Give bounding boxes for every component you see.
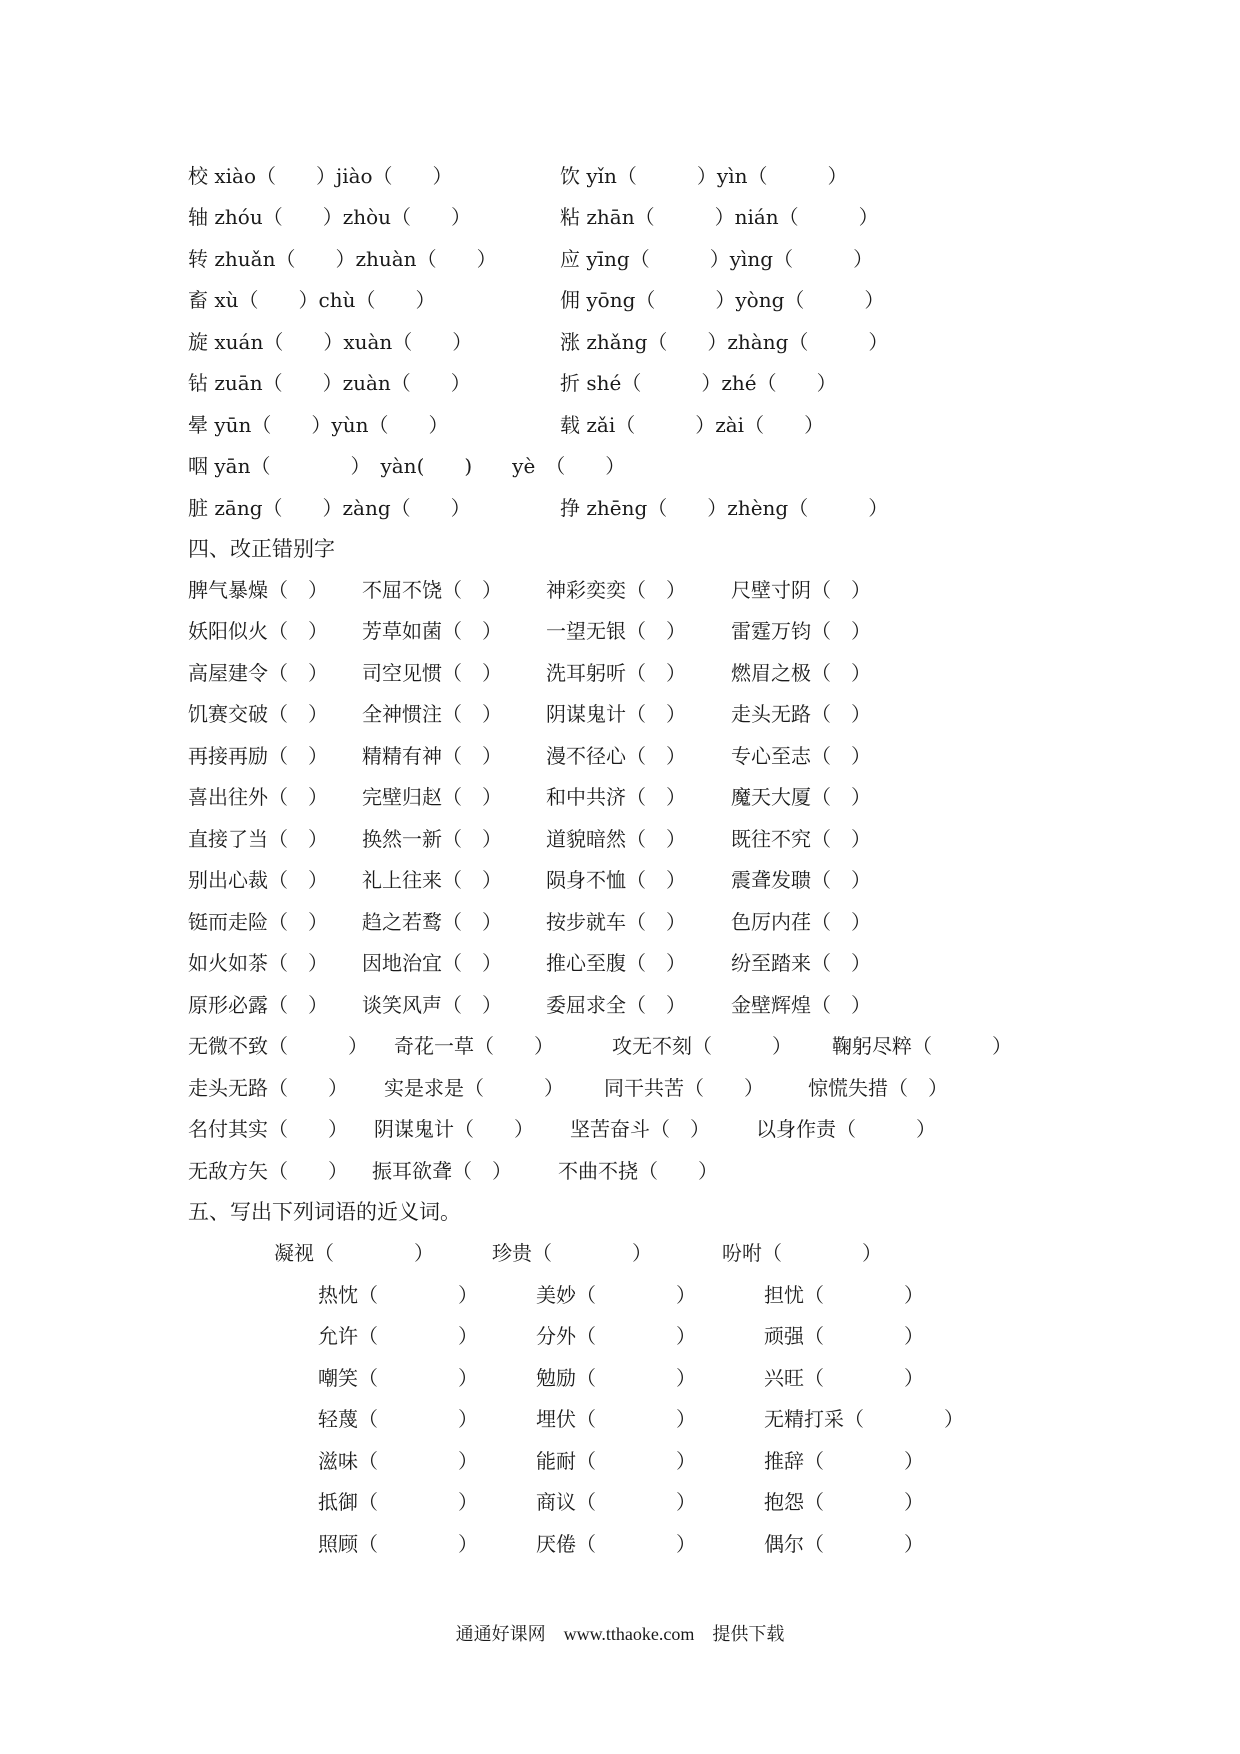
synonym-item: 兴旺（ ） [764, 1366, 924, 1390]
synonym-item: 偶尔（ ） [764, 1532, 924, 1556]
typo-item: 既往不究（ ） [731, 827, 871, 851]
typo-item: 饥赛交破（ ） [188, 702, 328, 726]
typo-item: 以身作责（ ） [756, 1117, 936, 1141]
typo-item: 一望无银（ ） [546, 619, 686, 643]
typo-item: 再接再励（ ） [188, 744, 328, 768]
typo-item: 原形必露（ ） [188, 993, 328, 1017]
typo-item: 和中共济（ ） [546, 785, 686, 809]
typo-item: 纷至踏来（ ） [731, 951, 871, 975]
typo-item: 无敌方矢（ ） [188, 1159, 348, 1183]
typo-item: 阴谋鬼计（ ） [374, 1117, 534, 1141]
pinyin-cell: 粘 zhān（ ）nián（ ） [560, 205, 879, 229]
synonym-item: 推辞（ ） [764, 1449, 924, 1473]
section-4-title: 四、改正错别字 [188, 537, 335, 561]
typo-item: 洗耳躬听（ ） [546, 661, 686, 685]
pinyin-cell: 晕 yūn（ ）yùn（ ） [188, 413, 449, 437]
typo-item: 同干共苦（ ） [604, 1076, 764, 1100]
typo-item: 如火如茶（ ） [188, 951, 328, 975]
typo-item: 神彩奕奕（ ） [546, 578, 686, 602]
typo-item: 攻无不刻（ ） [612, 1034, 792, 1058]
typo-item: 脾气暴燥（ ） [188, 578, 328, 602]
typo-item: 漫不径心（ ） [546, 744, 686, 768]
typo-row [0, 948, 1240, 978]
typo-item: 实是求是（ ） [384, 1076, 564, 1100]
typo-item: 趋之若鹜（ ） [362, 910, 502, 934]
typo-item: 陨身不恤（ ） [546, 868, 686, 892]
synonym-item: 埋伏（ ） [536, 1407, 696, 1431]
typo-row [0, 616, 1240, 646]
typo-row [0, 741, 1240, 771]
pinyin-cell: 涨 zhǎng（ ）zhàng（ ） [560, 330, 889, 354]
synonym-row [0, 1529, 1240, 1559]
pinyin-cell: 脏 zāng（ ）zàng（ ） [188, 496, 471, 520]
typo-item: 因地治宜（ ） [362, 951, 502, 975]
typo-row [0, 1114, 1240, 1144]
synonym-item: 允许（ ） [318, 1324, 478, 1348]
typo-item: 无微不致（ ） [188, 1034, 368, 1058]
pinyin-row [0, 368, 1240, 398]
typo-item: 芳草如菌（ ） [362, 619, 502, 643]
pinyin-cell: 应 yīng（ ）yìng（ ） [560, 247, 874, 271]
typo-item: 推心至腹（ ） [546, 951, 686, 975]
typo-item: 道貌暗然（ ） [546, 827, 686, 851]
pinyin-cell: 载 zǎi（ ）zài（ ） [560, 413, 825, 437]
synonym-item: 勉励（ ） [536, 1366, 696, 1390]
typo-row [0, 907, 1240, 937]
typo-item: 铤而走险（ ） [188, 910, 328, 934]
typo-item: 尺壁寸阴（ ） [731, 578, 871, 602]
typo-row [0, 824, 1240, 854]
typo-item: 色厉内荏（ ） [731, 910, 871, 934]
pinyin-cell: 校 xiào（ ）jiào（ ） [188, 164, 453, 188]
typo-item: 礼上往来（ ） [362, 868, 502, 892]
typo-item: 不屈不饶（ ） [362, 578, 502, 602]
typo-item: 名付其实（ ） [188, 1117, 348, 1141]
synonym-row [0, 1446, 1240, 1476]
synonym-item: 珍贵（ ） [492, 1241, 652, 1265]
pinyin-cell: 畜 xù（ ）chù（ ） [188, 288, 436, 312]
pinyin-cell: 咽 yān（ ） yàn( ) yè （ ） [188, 454, 626, 478]
synonym-item: 担忧（ ） [764, 1283, 924, 1307]
typo-item: 换然一新（ ） [362, 827, 502, 851]
pinyin-row [0, 410, 1240, 440]
typo-item: 走头无路（ ） [188, 1076, 348, 1100]
synonym-item: 滋味（ ） [318, 1449, 478, 1473]
synonym-item: 吩咐（ ） [722, 1241, 882, 1265]
typo-item: 振耳欲聋（ ） [372, 1159, 512, 1183]
typo-item: 按步就车（ ） [546, 910, 686, 934]
section-5-title: 五、写出下列词语的近义词。 [188, 1200, 461, 1224]
synonym-item: 轻蔑（ ） [318, 1407, 478, 1431]
typo-row [0, 990, 1240, 1020]
pinyin-row [0, 244, 1240, 274]
typo-item: 燃眉之极（ ） [731, 661, 871, 685]
typo-item: 精精有神（ ） [362, 744, 502, 768]
synonym-item: 嘲笑（ ） [318, 1366, 478, 1390]
pinyin-cell: 佣 yōng（ ）yòng（ ） [560, 288, 885, 312]
typo-item: 震聋发聩（ ） [731, 868, 871, 892]
typo-item: 妖阳似火（ ） [188, 619, 328, 643]
synonym-row [0, 1321, 1240, 1351]
typo-item: 雷霆万钧（ ） [731, 619, 871, 643]
typo-item: 惊慌失措（ ） [808, 1076, 948, 1100]
pinyin-row [0, 327, 1240, 357]
pinyin-cell: 旋 xuán（ ）xuàn（ ） [188, 330, 473, 354]
typo-row [0, 575, 1240, 605]
typo-item: 金壁辉煌（ ） [731, 993, 871, 1017]
pinyin-row [0, 285, 1240, 315]
synonym-item: 照顾（ ） [318, 1532, 478, 1556]
synonym-row [0, 1238, 1240, 1268]
page-footer: 通通好课网 www.tthaoke.com 提供下载 [455, 1624, 785, 1644]
pinyin-cell: 挣 zhēng（ ）zhèng（ ） [560, 496, 889, 520]
typo-item: 走头无路（ ） [731, 702, 871, 726]
typo-item: 坚苦奋斗（ ） [570, 1117, 710, 1141]
typo-item: 别出心裁（ ） [188, 868, 328, 892]
synonym-item: 抵御（ ） [318, 1490, 478, 1514]
typo-item: 阴谋鬼计（ ） [546, 702, 686, 726]
typo-item: 鞠躬尽粹（ ） [832, 1034, 1012, 1058]
typo-item: 完壁归赵（ ） [362, 785, 502, 809]
synonym-row [0, 1404, 1240, 1434]
typo-item: 魔天大厦（ ） [731, 785, 871, 809]
typo-item: 全神惯注（ ） [362, 702, 502, 726]
synonym-item: 厌倦（ ） [536, 1532, 696, 1556]
synonym-item: 抱怨（ ） [764, 1490, 924, 1514]
synonym-row [0, 1487, 1240, 1517]
pinyin-cell: 钻 zuān（ ）zuàn（ ） [188, 371, 471, 395]
synonym-row [0, 1280, 1240, 1310]
typo-item: 委屈求全（ ） [546, 993, 686, 1017]
typo-row [0, 1073, 1240, 1103]
typo-row [0, 1156, 1240, 1186]
pinyin-cell: 饮 yǐn（ ）yìn（ ） [560, 164, 848, 188]
synonym-row [0, 1363, 1240, 1393]
typo-row [0, 782, 1240, 812]
typo-row [0, 699, 1240, 729]
synonym-item: 能耐（ ） [536, 1449, 696, 1473]
pinyin-row [0, 493, 1240, 523]
typo-item: 奇花一草（ ） [394, 1034, 554, 1058]
typo-item: 专心至志（ ） [731, 744, 871, 768]
pinyin-row [0, 451, 1240, 481]
synonym-item: 美妙（ ） [536, 1283, 696, 1307]
typo-row [0, 658, 1240, 688]
synonym-item: 顽强（ ） [764, 1324, 924, 1348]
synonym-item: 热忱（ ） [318, 1283, 478, 1307]
synonym-item: 凝视（ ） [274, 1241, 434, 1265]
typo-row [0, 1031, 1240, 1061]
typo-item: 司空见惯（ ） [362, 661, 502, 685]
synonym-item: 无精打采（ ） [764, 1407, 964, 1431]
pinyin-cell: 折 shé（ ）zhé（ ） [560, 371, 837, 395]
pinyin-cell: 转 zhuǎn（ ）zhuàn（ ） [188, 247, 497, 271]
typo-item: 直接了当（ ） [188, 827, 328, 851]
typo-item: 高屋建令（ ） [188, 661, 328, 685]
synonym-item: 商议（ ） [536, 1490, 696, 1514]
typo-row [0, 865, 1240, 895]
pinyin-row [0, 161, 1240, 191]
typo-item: 谈笑风声（ ） [362, 993, 502, 1017]
typo-item: 喜出往外（ ） [188, 785, 328, 809]
pinyin-cell: 轴 zhóu（ ）zhòu（ ） [188, 205, 472, 229]
typo-item: 不曲不挠（ ） [558, 1159, 718, 1183]
pinyin-row [0, 202, 1240, 232]
synonym-item: 分外（ ） [536, 1324, 696, 1348]
